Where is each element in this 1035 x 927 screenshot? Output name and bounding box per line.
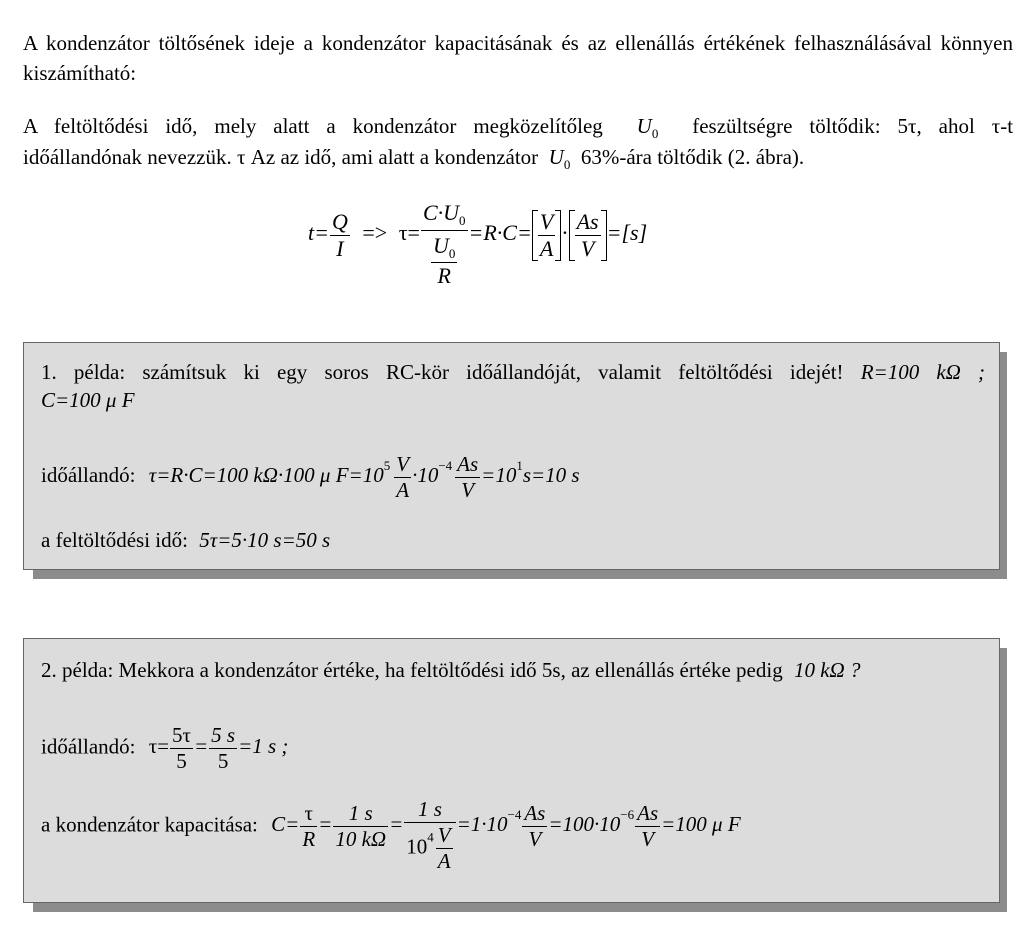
example-1-box bbox=[23, 342, 1000, 570]
bracket-as-over-v: $\frac{As}{V}$ bbox=[569, 210, 607, 261]
intro-paragraph-1: A kondenzátor töltősének ideje a kondenzátor kapacitásának és az ellenállás értékének felhasználásával könnyen kiszámítható: bbox=[23, 31, 1013, 85]
bracket-v-over-a: $\frac{V}{A}$ bbox=[532, 210, 561, 261]
u0-symbol: $U_0$ bbox=[636, 114, 659, 141]
example-2-title: 2. példa: Mekkora a kondenzátor értéke, ha feltöltődési idő 5s, az ellenállás értéke pedig 10 kΩ ? bbox=[41, 658, 861, 682]
example-2-time-constant: időállandó: τ= $\frac{5\tau}{5}$ = $\frac{5 s}{5}$ =1 s ; bbox=[41, 723, 289, 773]
intro-paragraph-2-line-2: időállandónak nevezzük. τ Az az idő, ami alatt a kondenzátor $U_0$ 63%-ára töltődik (2. ábra). bbox=[23, 145, 805, 172]
example-2-box bbox=[23, 638, 1000, 903]
u0-symbol-2: $U_0$ bbox=[548, 145, 571, 172]
main-formula: t= $\frac{Q}{I}$ => τ= $\frac{C\cdot U_0}{\frac{U_0}{R}}$ =R·C= $\frac{V}{A}$ · $\frac{As}{V}$ =[s] bbox=[308, 200, 648, 288]
example-1-c-value: C=100 μ F bbox=[41, 388, 135, 412]
example-1-charge-time: a feltöltődési idő: 5τ=5·10 s=50 s bbox=[41, 528, 331, 552]
example-2-capacitance: a kondenzátor kapacitása: C= $\frac{\tau}{R}$ = $\frac{1 s}{10 k\Omega}$ = 1 s $10^4$ $\frac{V}{A}$ $=1\cdot 10^{-4}$ $\frac{As}{V}$ $=100\cdot 10^{-6}$ $\frac{As}{V}$ =100 μ F bbox=[41, 797, 741, 873]
example-1-title: 1. példa: számítsuk ki egy soros RC-kör időállandóját, valamit feltöltődési idejét! R=100 kΩ ; bbox=[41, 360, 986, 384]
example-1-time-constant: időállandó: τ=R·C=100 kΩ·100 μ $F=10^5$ $\frac{V}{A}$ $\cdot 10^{-4}$ $\frac{As}{V}$ $=10^1s=10$ s bbox=[41, 451, 580, 502]
intro-paragraph-2-line-1: A feltöltődési idő, mely alatt a kondenzátor megközelítőleg $U_0$ feszültségre töltődik: 5τ, ahol τ-t bbox=[23, 114, 1014, 141]
fraction-q-over-i: $\frac{Q}{I}$ bbox=[331, 208, 348, 261]
fraction-cu0-over-u0r: $\frac{C\cdot U_0}{\frac{U_0}{R}}$ bbox=[422, 200, 466, 288]
